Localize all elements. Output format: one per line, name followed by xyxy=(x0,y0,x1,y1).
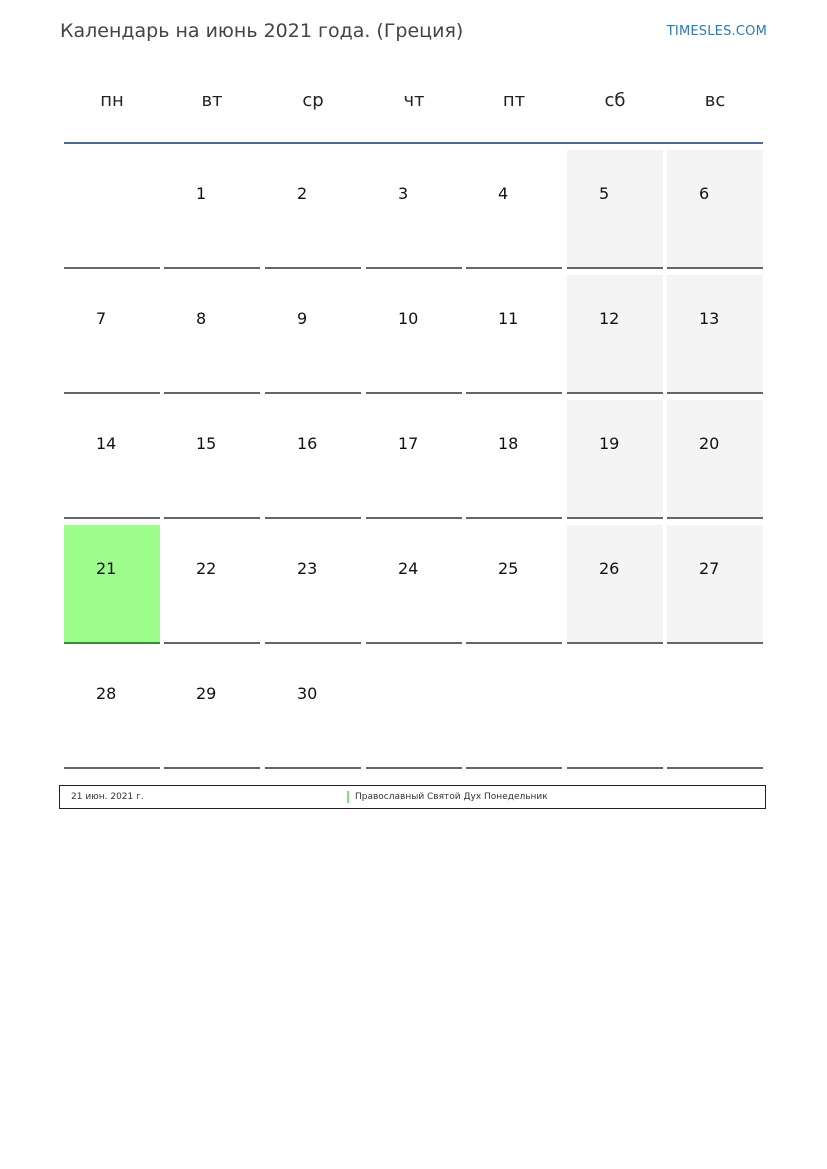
day-cell[interactable] xyxy=(265,525,361,644)
day-cell[interactable] xyxy=(466,525,562,644)
weekday-label: сб xyxy=(604,90,626,111)
day-number: 15 xyxy=(196,434,217,453)
day-number: 7 xyxy=(96,309,107,328)
day-number: 17 xyxy=(398,434,419,453)
weekday-label: пн xyxy=(100,90,124,111)
day-number: 5 xyxy=(599,184,610,203)
day-number: 8 xyxy=(196,309,207,328)
day-number: 30 xyxy=(297,684,318,703)
holiday-name: Православный Святой Дух Понедельник xyxy=(355,792,548,802)
day-cell[interactable] xyxy=(567,650,663,769)
day-cell[interactable] xyxy=(265,275,361,394)
day-cell[interactable] xyxy=(567,400,663,519)
header-divider xyxy=(64,142,763,144)
day-cell[interactable] xyxy=(466,650,562,769)
day-cell[interactable] xyxy=(164,275,260,394)
day-cell[interactable] xyxy=(466,150,562,269)
day-cell[interactable] xyxy=(567,525,663,644)
day-number: 21 xyxy=(96,559,117,578)
day-number: 4 xyxy=(498,184,509,203)
day-cell[interactable] xyxy=(667,275,763,394)
day-number: 25 xyxy=(498,559,519,578)
day-number: 20 xyxy=(699,434,720,453)
day-cell[interactable] xyxy=(64,525,160,644)
day-number: 2 xyxy=(297,184,308,203)
day-number: 28 xyxy=(96,684,117,703)
day-cell[interactable] xyxy=(64,400,160,519)
site-link[interactable]: TIMESLES.COM xyxy=(666,24,767,39)
day-number: 23 xyxy=(297,559,318,578)
day-cell[interactable] xyxy=(265,150,361,269)
day-number: 10 xyxy=(398,309,419,328)
weekday-label: чт xyxy=(403,90,425,111)
weekday-label: ср xyxy=(302,90,324,111)
day-cell[interactable] xyxy=(567,275,663,394)
day-cell[interactable] xyxy=(667,150,763,269)
page-title: Календарь на июнь 2021 года. (Греция) xyxy=(60,20,464,42)
day-cell[interactable] xyxy=(667,525,763,644)
day-cell[interactable] xyxy=(265,400,361,519)
day-number: 29 xyxy=(196,684,217,703)
holiday-legend xyxy=(59,785,766,809)
weekday-label: вс xyxy=(704,90,726,111)
day-cell[interactable] xyxy=(667,650,763,769)
day-cell[interactable] xyxy=(64,275,160,394)
day-number: 14 xyxy=(96,434,117,453)
day-number: 16 xyxy=(297,434,318,453)
day-number: 24 xyxy=(398,559,419,578)
day-number: 12 xyxy=(599,309,620,328)
day-cell[interactable] xyxy=(164,400,260,519)
day-cell[interactable] xyxy=(366,650,462,769)
day-number: 6 xyxy=(699,184,710,203)
day-cell[interactable] xyxy=(366,525,462,644)
day-cell[interactable] xyxy=(366,150,462,269)
weekday-label: вт xyxy=(201,90,223,111)
day-cell[interactable] xyxy=(164,650,260,769)
day-cell[interactable] xyxy=(64,650,160,769)
day-cell[interactable] xyxy=(366,275,462,394)
day-cell[interactable] xyxy=(265,650,361,769)
holiday-date: 21 июн. 2021 г. xyxy=(71,792,144,802)
day-number: 13 xyxy=(699,309,720,328)
holiday-color-marker xyxy=(347,791,349,803)
day-number: 11 xyxy=(498,309,519,328)
weekday-label: пт xyxy=(502,90,526,111)
day-number: 18 xyxy=(498,434,519,453)
weekday-header xyxy=(62,90,765,120)
day-cell[interactable] xyxy=(466,400,562,519)
day-number: 26 xyxy=(599,559,620,578)
day-number: 27 xyxy=(699,559,720,578)
day-number: 19 xyxy=(599,434,620,453)
day-cell[interactable] xyxy=(164,150,260,269)
day-cell[interactable] xyxy=(466,275,562,394)
day-cell[interactable] xyxy=(366,400,462,519)
day-cell[interactable] xyxy=(667,400,763,519)
day-number: 1 xyxy=(196,184,207,203)
day-cell[interactable] xyxy=(164,525,260,644)
day-number: 3 xyxy=(398,184,409,203)
day-number: 22 xyxy=(196,559,217,578)
day-cell[interactable] xyxy=(567,150,663,269)
day-cell[interactable] xyxy=(64,150,160,269)
day-number: 9 xyxy=(297,309,308,328)
